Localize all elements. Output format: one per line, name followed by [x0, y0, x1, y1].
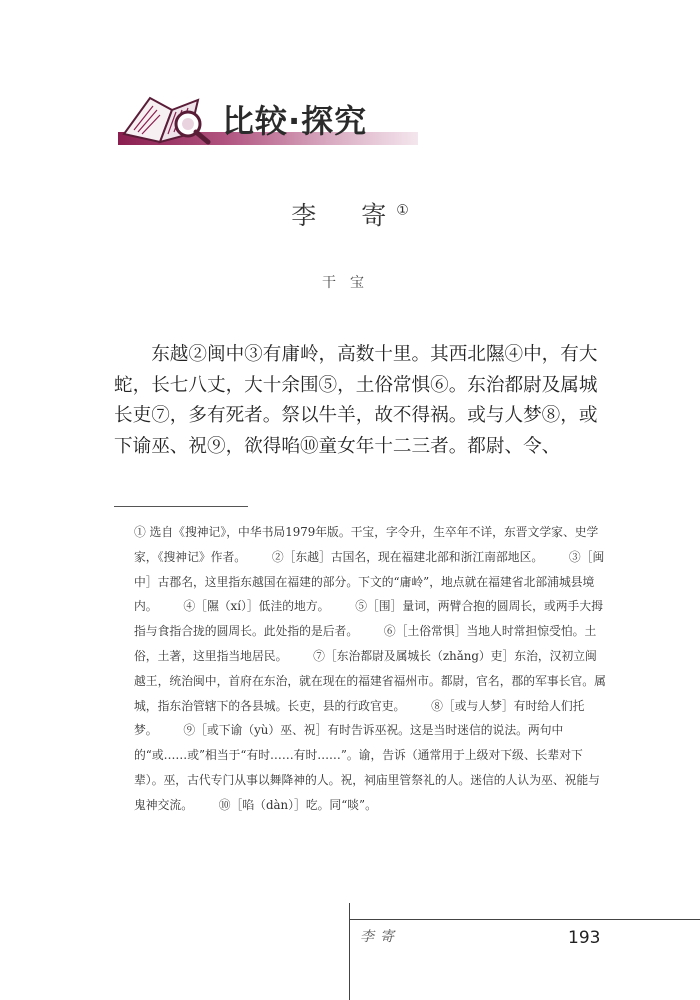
page-number: 193	[568, 928, 601, 948]
footnote-2: ②［东越］古国名，现在福建北部和浙江南部地区。	[271, 549, 544, 564]
article-title-text: 李 寄	[291, 201, 397, 230]
article-title	[0, 196, 700, 232]
footnote-separator	[114, 506, 248, 507]
body-paragraph: 东越②闽中③有庸岭，高数十里。其西北隰④中，有大蛇，长七八丈，大十余围⑤，土俗常惧⑥。东治都尉及属城长吏⑦，多有死者。祭以牛羊，故不得祸。或与人梦⑧，或下谕巫、祝⑨，欲得啗⑩童女年十二三者。都尉、令、	[114, 344, 598, 457]
footnote-8: ⑧［或与人梦］有时给人们托梦。	[134, 698, 585, 738]
footnote-1: ① 选自《搜神记》，中华书局1979年版。干宝，字令升，生卒年不详，东晋文学家、史学家，《搜神记》作者。	[134, 525, 599, 564]
footnote-10: ⑩［啗（dàn）］吃。同“啖”。	[218, 797, 377, 812]
footnote-6: ⑥［土俗常惧］当地人时常担惊受怕。土俗，土著，这里指当地居民。	[134, 624, 597, 663]
footnote-3: ③［闽中］古郡名，这里指东越国在福建的部分。下文的“庸岭”，地点就在福建省北部浦城县境内。	[134, 549, 605, 614]
footnote-7: ⑦［东治都尉及属城长（zhǎng）吏］东治，汉初立闽越王，统治闽中，首府在东治，就在现在的福建省福州市。都尉，官名，郡的军事长官。属城，指东治管辖下的各县城。长吏，县的行政官吏。	[134, 648, 606, 713]
footnote-5: ⑤［围］量词，两臂合抱的圆周长，或两手大拇指与食指合拢的圆周长。此处指的是后者。	[134, 599, 603, 639]
article-author: 干宝	[322, 275, 378, 291]
running-title: 李寄	[360, 929, 400, 945]
open-book-magnifier-icon	[120, 90, 212, 146]
footnote-9: ⑨［或下谕（yù）巫、祝］有时告诉巫祝。这是当时迷信的说法。两句中的“或……或”相当于“有时……有时……”。谕，告诉（通常用于上级对下级、长辈对下辈）。巫，古代专门从事以舞降神的人。祝，祠庙里管祭礼的人。迷信的人认为巫、祝能与鬼神交流。	[134, 723, 600, 812]
section-title: 比较·探究	[222, 102, 368, 140]
footnote-4: ④［隰（xí）］低洼的地方。	[183, 599, 330, 614]
footer-divider-horizontal	[349, 919, 700, 920]
footnote-block	[134, 520, 606, 818]
footnotes	[134, 520, 606, 818]
footer-divider-vertical	[349, 903, 350, 1000]
body-text	[114, 340, 604, 462]
section-banner	[118, 90, 418, 152]
title-footnote-marker: ①	[396, 202, 409, 219]
